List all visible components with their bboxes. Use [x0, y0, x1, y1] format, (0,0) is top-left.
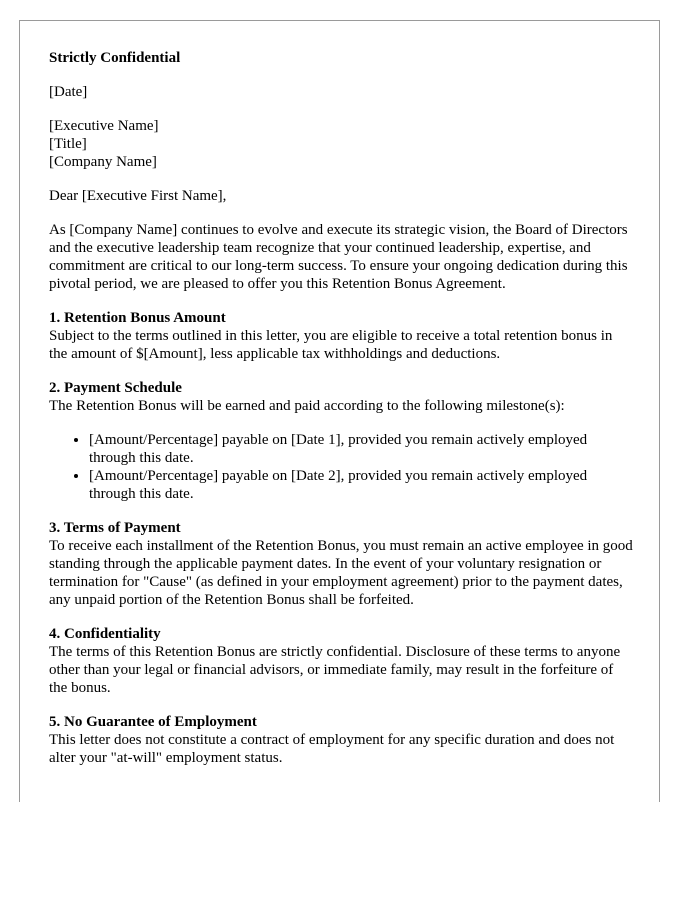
- section-terms-of-payment: [49, 519, 634, 609]
- milestone-list: [49, 431, 634, 503]
- section-retention-bonus-amount: [49, 309, 634, 363]
- section-confidentiality: [49, 625, 634, 697]
- section-heading: 3. Terms of Payment: [49, 520, 181, 536]
- section-payment-schedule: [49, 379, 634, 503]
- section-body: The terms of this Retention Bonus are strictly confidential. Disclosure of these terms to anyone other than your legal or financial advisors, or immediate family, may result in the forfeiture of the bonus.: [49, 644, 621, 696]
- section-body: To receive each installment of the Retention Bonus, you must remain an active employee in good standing through the applicable payment dates. In the event of your voluntary resignation or termination for "Cause" (as defined in your employment agreement) prior to the payment dates, any unpaid portion of the Retention Bonus shall be forfeited.: [49, 538, 633, 608]
- intro-paragraph: As [Company Name] continues to evolve and execute its strategic vision, the Board of Directors and the executive leadership team recognize that your continued leadership, expertise, and commitment are critical to our long-term success. To ensure your ongoing dedication during this pivotal period, we are pleased to offer you this Retention Bonus Agreement.: [49, 222, 628, 292]
- section-heading: 1. Retention Bonus Amount: [49, 310, 226, 326]
- section-heading: 5. No Guarantee of Employment: [49, 714, 257, 730]
- recipient-company: [Company Name]: [49, 154, 157, 170]
- milestone-item: • [Amount/Percentage] payable on [Date 1], provided you remain actively employed through this date.: [89, 431, 634, 467]
- letter-content: [49, 49, 634, 783]
- recipient-title: [Title]: [49, 136, 87, 152]
- letter-date: [Date]: [49, 84, 88, 100]
- recipient-address: [49, 117, 634, 171]
- milestone-item: • [Amount/Percentage] payable on [Date 2], provided you remain actively employed through this date.: [89, 467, 634, 503]
- section-body: This letter does not constitute a contract of employment for any specific duration and does not alter your "at-will" employment status.: [49, 732, 615, 766]
- section-no-guarantee-of-employment: [49, 713, 634, 767]
- recipient-name: [Executive Name]: [49, 118, 159, 134]
- section-body: Subject to the terms outlined in this letter, you are eligible to receive a total retention bonus in the amount of $[Amount], less applicable tax withholdings and deductions.: [49, 328, 613, 362]
- salutation: Dear [Executive First Name],: [49, 188, 227, 204]
- letter-page: [19, 20, 660, 802]
- section-body: The Retention Bonus will be earned and paid according to the following milestone(s):: [49, 398, 565, 414]
- section-heading: 4. Confidentiality: [49, 626, 161, 642]
- section-heading: 2. Payment Schedule: [49, 380, 182, 396]
- confidential-label: Strictly Confidential: [49, 50, 181, 66]
